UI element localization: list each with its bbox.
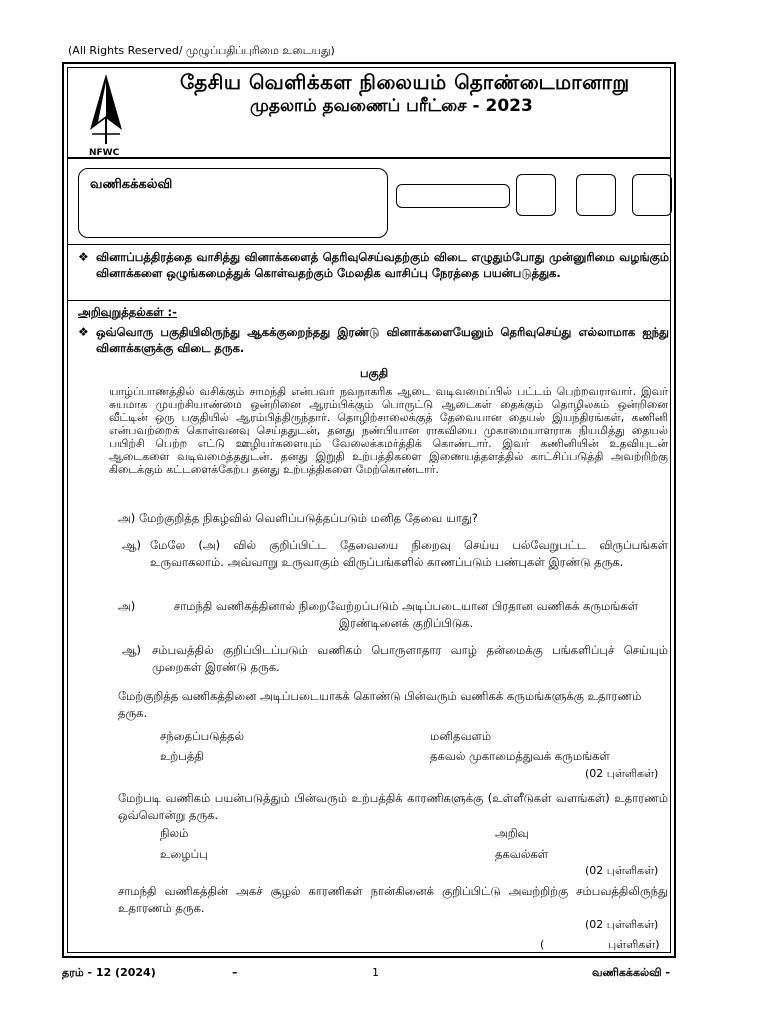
list-item: தகவல் முகாமைத்துவக் கருமங்கள் <box>430 749 610 763</box>
list-item: தகவல்கள் <box>495 847 549 861</box>
question-c-text: சாமந்தி வணிகத்தினால் நிறைவேற்றப்படும் அடிப்படையான பிரதான வணிகக் கருமங்கள் இரண்டினைக் குறிப்பிடுக. <box>173 599 639 630</box>
index-number-field[interactable] <box>396 184 510 208</box>
list-item: அறிவு <box>495 826 529 840</box>
question-e-text: மேற்குறித்த வணிகத்தினை அடிப்படையாகக் கொண்டு பின்வரும் வணிகக் கருமங்களுக்கு உதாரணம் தருக. <box>118 689 642 720</box>
page-number: 1 <box>372 966 379 979</box>
footer-subject: வணிகக்கல்வி - <box>592 966 671 979</box>
institute-title: தேசிய வெளிக்கள நிலையம் தொண்டைமானாறு <box>180 70 630 94</box>
question-d-text: சம்பவத்தில் குறிப்பிடப்படும் வணிகம் பொருளாதார வாழ் தன்மைக்கு பங்களிப்புச் செய்யும் முறைகள் இரண்டு தருக. <box>152 643 668 674</box>
subject-label: வணிகக்கல்வி <box>90 177 173 192</box>
marks-blank-open: ( <box>540 938 545 951</box>
copyright-notice: (All Rights Reserved/ முழுப்பதிப்புரிமை உடையது) <box>68 44 335 57</box>
marks-label: (02 புள்ளிகள்) <box>585 767 659 780</box>
list-item: உற்பத்தி <box>160 749 204 763</box>
marks-box-3[interactable] <box>632 174 672 216</box>
question-label: அ) <box>118 511 136 525</box>
list-item: உழைப்பு <box>160 847 208 861</box>
question-label: ஆ) <box>122 643 142 657</box>
diamond-bullet-icon: ❖ <box>78 325 89 339</box>
divider <box>67 244 671 245</box>
header-divider <box>67 157 671 159</box>
question-f-text: மேற்படி வணிகம் பயன்படுத்தும் பின்வரும் உற்பத்திக் காரணிகளுக்கு (உள்ளீடுகள் வளங்கள்) உதாரணம் ஒவ்வொன்று தருக. <box>118 791 668 822</box>
footer-grade: தரம் - 12 (2024) <box>62 966 156 979</box>
question-g-text: சாமந்தி வணிகத்தின் அகச் சூழல் காரணிகள் நான்கினைக் குறிப்பிட்டு அவற்றிற்கு சம்பவத்திலிருந்து உதாரணம் தருக. <box>118 884 668 915</box>
list-item: நிலம் <box>160 826 189 840</box>
case-passage: யாழ்ப்பாணத்தில் வசிக்கும் சாமந்தி என்பவர் நவநாகரிக ஆடை வடிவமைப்பில் பட்டம் பெற்றவராவார். இவர் சுயமாக முயற்சியாண்மை ஒன்றினை ஆரம்பிக்கும் பொருட்டு ஆடைகள் தைக்கும் தொழிலகம் ஒன்றினை வீட்டின் ஒரு பகுதியில் ஆரம்பித்திருந்தார். தொழிற்சாலைக்குத் தேவையான தையல் இயந்திரங்கள், கணினி என்பவற்றைக் கொள்வனவு செய்ததுடன், தனது நண்பியான ராகவியை முகாமையாளராக நியமித்து தையல் பயிற்சி பெற்ற எட்டு ஊழியர்களையும் வேலைக்கமர்த்திக் கொண்டார். இவர் கணினியின் உதவியுடன் ஆடைகளை வடிவமைத்ததுடன். தனது இறுதி உற்பத்திகளை இணையத்தளத்தில் காட்சிப்படுத்தி அவற்றிற்கு கிடைக்கும் கட்டளைக்கேற்ப தனது உற்பத்திகளை மேற்கொண்டார். <box>109 385 668 476</box>
divider <box>67 300 671 301</box>
marks-box-1[interactable] <box>516 174 556 216</box>
list-item: மனிதவளம் <box>430 729 492 743</box>
exam-subtitle: முதலாம் தவணைப் பரீட்சை - 2023 <box>250 96 533 116</box>
marks-box-2[interactable] <box>576 174 616 216</box>
reading-time-instruction: வினாப்பத்திரத்தை வாசித்து வினாக்களைத் தெரிவுசெய்வதற்கும் விடை எழுதும்போது முன்னுரிமை வழங்கும் வினாக்களை ஒழுங்கமைத்துக் கொள்வதற்கும் மேலதிக வாசிப்பு நேரத்தை பயன்படுத்துக. <box>96 250 669 280</box>
list-item: சந்தைப்படுத்தல் <box>160 729 245 743</box>
marks-label: (02 புள்ளிகள்) <box>585 864 659 877</box>
instructions-heading: அறிவுறுத்தல்கள் :- <box>78 305 177 319</box>
section-heading: பகுதி <box>360 366 389 380</box>
footer-dash: – <box>232 966 238 979</box>
answer-instruction: ஒவ்வொரு பகுதியிலிருந்து ஆகக்குறைந்தது இரண்டு வினாக்களையேனும் தெரிவுசெய்து எல்லாமாக ஐந்து வினாக்களுக்கு விடை தருக. <box>96 325 669 355</box>
question-label: ஆ) <box>122 538 142 552</box>
question-a <box>118 510 668 527</box>
pen-nib-logo-icon <box>84 72 128 146</box>
question-text: மேற்குறித்த நிகழ்வில் வெளிப்படுத்தப்படும் மனித தேவை யாது? <box>138 511 478 525</box>
question-label: அ) <box>118 599 136 613</box>
question-b-text: மேலே (அ) வில் குறிப்பிட்ட தேவையை நிறைவு செய்ய பல்வேறுபட்ட விருப்பங்கள் உருவாகலாம். அவ்வாறு உருவாகும் விருப்பங்களில் காணப்படும் பண்புகள் இரண்டு தருக. <box>150 538 668 569</box>
marks-blank-close: புள்ளிகள்) <box>608 938 660 951</box>
marks-label: (02 புள்ளிகள்) <box>585 918 659 931</box>
diamond-bullet-icon: ❖ <box>78 250 89 264</box>
logo-text: NFWC <box>89 148 120 158</box>
